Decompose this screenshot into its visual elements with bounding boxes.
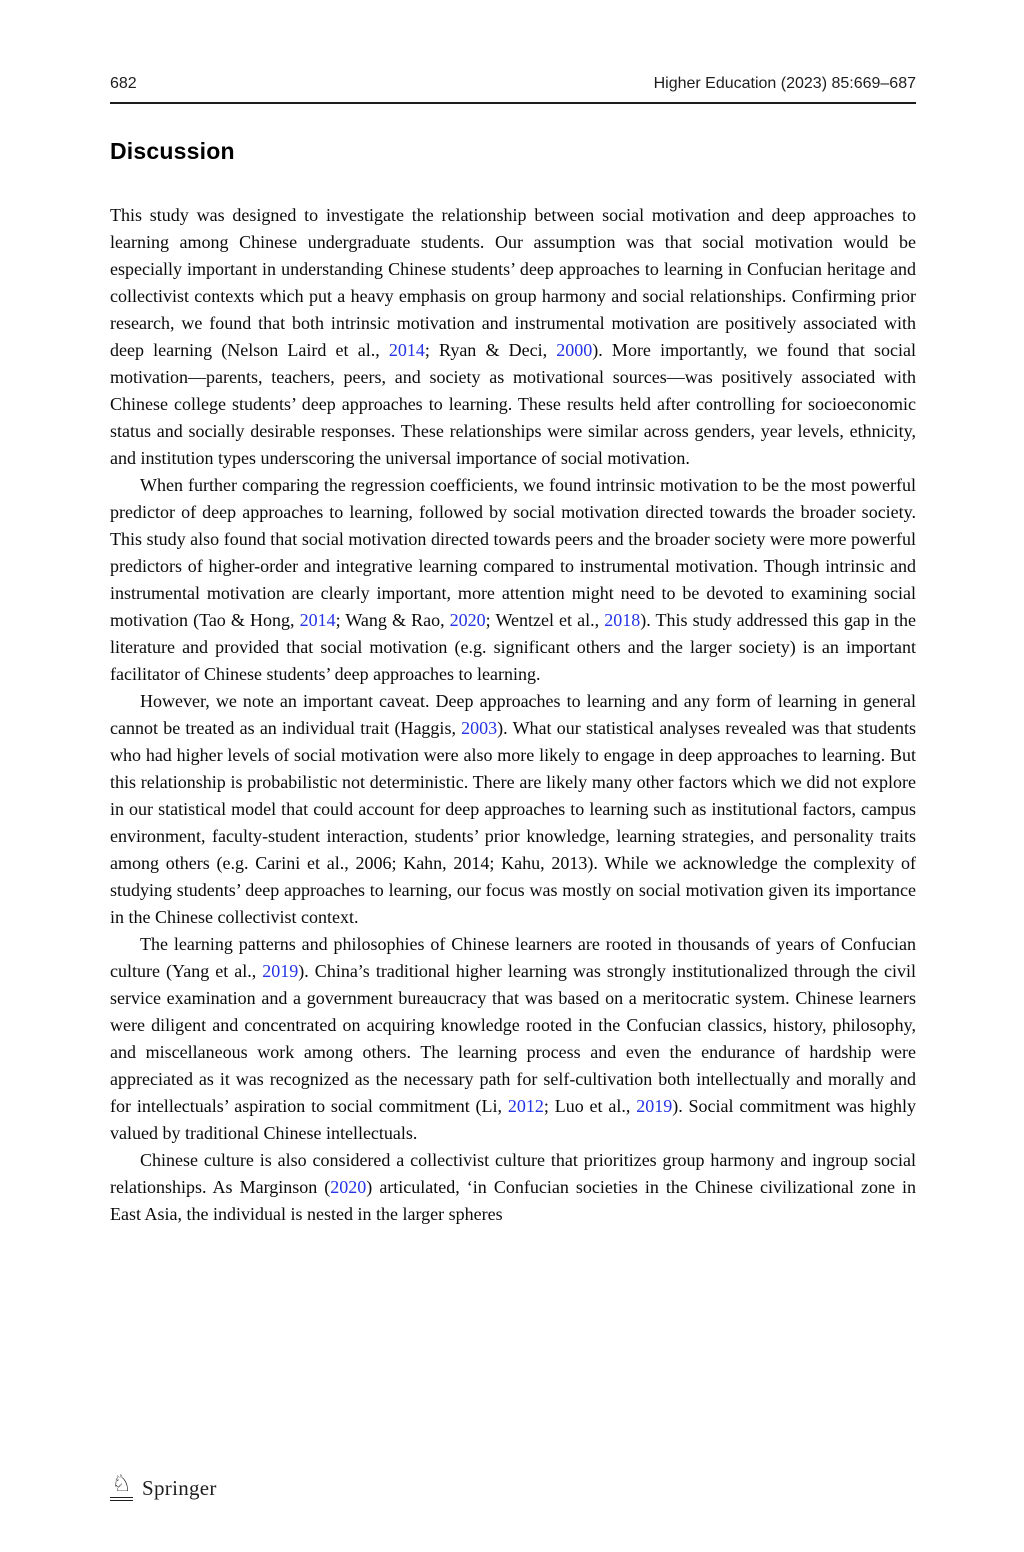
paragraph-text: Chinese culture is also considered a collectivist culture that prioritizes group harmony and ingroup social relationships. As Marginson ( <box>110 1150 916 1197</box>
paragraph-text: When further comparing the regression coefficients, we found intrinsic motivation to be the most powerful predictor of deep approaches to learning, followed by social motivation directed towards the broader society. This study also found that social motivation directed towards peers and the broader society were more powerful predictors of higher-order and integrative learning compared to instrumental motivation. Though intrinsic and instrumental motivation are clearly important, more attention might need to be devoted to examining social motivation (Tao & Hong, <box>110 475 916 630</box>
article-body <box>110 202 916 1228</box>
publisher-name: Springer <box>142 1476 217 1500</box>
citation-link[interactable]: 2018 <box>604 610 641 630</box>
paragraph <box>110 1147 916 1228</box>
springer-logo-icon <box>110 1473 133 1501</box>
citation-link[interactable]: 2020 <box>330 1177 367 1197</box>
paragraph-text: However, we note an important caveat. Deep approaches to learning and any form of learning in general cannot be treated as an individual trait (Haggis, <box>110 691 916 738</box>
paragraph <box>110 931 916 1147</box>
paragraph-text: This study was designed to investigate the relationship between social motivation and deep approaches to learning among Chinese undergraduate students. Our assumption was that social motivation would be especially important in understanding Chinese students’ deep approaches to learning in Confucian heritage and collectivist contexts which put a heavy emphasis on group harmony and social relationships. Confirming prior research, we found that both intrinsic motivation and instrumental motivation are positively associated with deep learning (Nelson Laird et al., <box>110 205 916 360</box>
paragraph-text: ). Social commitment was highly valued by traditional Chinese intellectuals. <box>110 1096 916 1143</box>
paragraph <box>110 202 916 472</box>
journal-reference: Higher Education (2023) 85:669–687 <box>653 75 916 92</box>
paragraph-text: ) articulated, ‘in Confucian societies in the Chinese civilizational zone in East Asia, the individual is nested in the larger spheres <box>110 1177 916 1224</box>
springer-logo-underline <box>110 1497 133 1501</box>
citation-link[interactable]: 2003 <box>461 718 498 738</box>
paragraph-text: ). What our statistical analyses revealed was that students who had higher levels of social motivation were also more likely to engage in deep approaches to learning. But this relationship is probabilistic not deterministic. There are likely many other factors which we did not explore in our statistical model that could account for deep approaches to learning such as institutional factors, campus environment, faculty-student interaction, students’ prior knowledge, learning strategies, and personality traits among others (e.g. Carini et al., 2006; Kahn, 2014; Kahu, 2013). While we acknowledge the complexity of studying students’ deep approaches to learning, our focus was mostly on social motivation given its importance in the Chinese collectivist context. <box>110 718 916 927</box>
header-divider <box>110 102 916 104</box>
paragraph-text: The learning patterns and philosophies of Chinese learners are rooted in thousands of years of Confucian culture (Yang et al., <box>110 934 916 981</box>
paragraph-text: ; Luo et al., <box>543 1096 637 1116</box>
paragraph <box>110 688 916 931</box>
citation-link[interactable]: 2014 <box>388 340 425 360</box>
citation-link[interactable]: 2000 <box>556 340 593 360</box>
section-title: Discussion <box>110 138 235 164</box>
citation-link[interactable]: 2012 <box>507 1096 544 1116</box>
citation-link[interactable]: 2019 <box>262 961 299 981</box>
citation-link[interactable]: 2019 <box>636 1096 673 1116</box>
paragraph <box>110 472 916 688</box>
paragraph-text: ; Wentzel et al., <box>485 610 605 630</box>
paragraph-text: ; Wang & Rao, <box>335 610 450 630</box>
page-number: 682 <box>110 75 137 92</box>
page-footer <box>110 1473 217 1501</box>
paragraph-text: ; Ryan & Deci, <box>424 340 557 360</box>
paragraph-text: ). More importantly, we found that social motivation—parents, teachers, peers, and society as motivational sources—was positively associated with Chinese college students’ deep approaches to learning. These results held after controlling for socioeconomic status and socially desirable responses. These relationships were similar across genders, year levels, ethnicity, and institution types underscoring the universal importance of social motivation. <box>110 340 917 468</box>
citation-link[interactable]: 2014 <box>299 610 336 630</box>
paragraph-text: ). This study addressed this gap in the literature and provided that social motivation (e.g. significant others and the larger society) is an important facilitator of Chinese students’ deep approaches to learning. <box>110 610 916 684</box>
citation-link[interactable]: 2020 <box>449 610 486 630</box>
page-content <box>110 0 916 1228</box>
paragraph-text: ). China’s traditional higher learning was strongly institutionalized through the civil service examination and a government bureaucracy that was based on a meritocratic system. Chinese learners were diligent and concentrated on acquiring knowledge rooted in the Confucian classics, history, philosophy, and miscellaneous work among others. The learning process and even the endurance of hardship were appreciated as it was recognized as the necessary path for self-cultivation both intellectually and morally and for intellectuals’ aspiration to social commitment (Li, <box>110 961 917 1116</box>
running-head <box>110 75 916 93</box>
springer-horse-glyph: ♘ <box>111 1471 132 1497</box>
